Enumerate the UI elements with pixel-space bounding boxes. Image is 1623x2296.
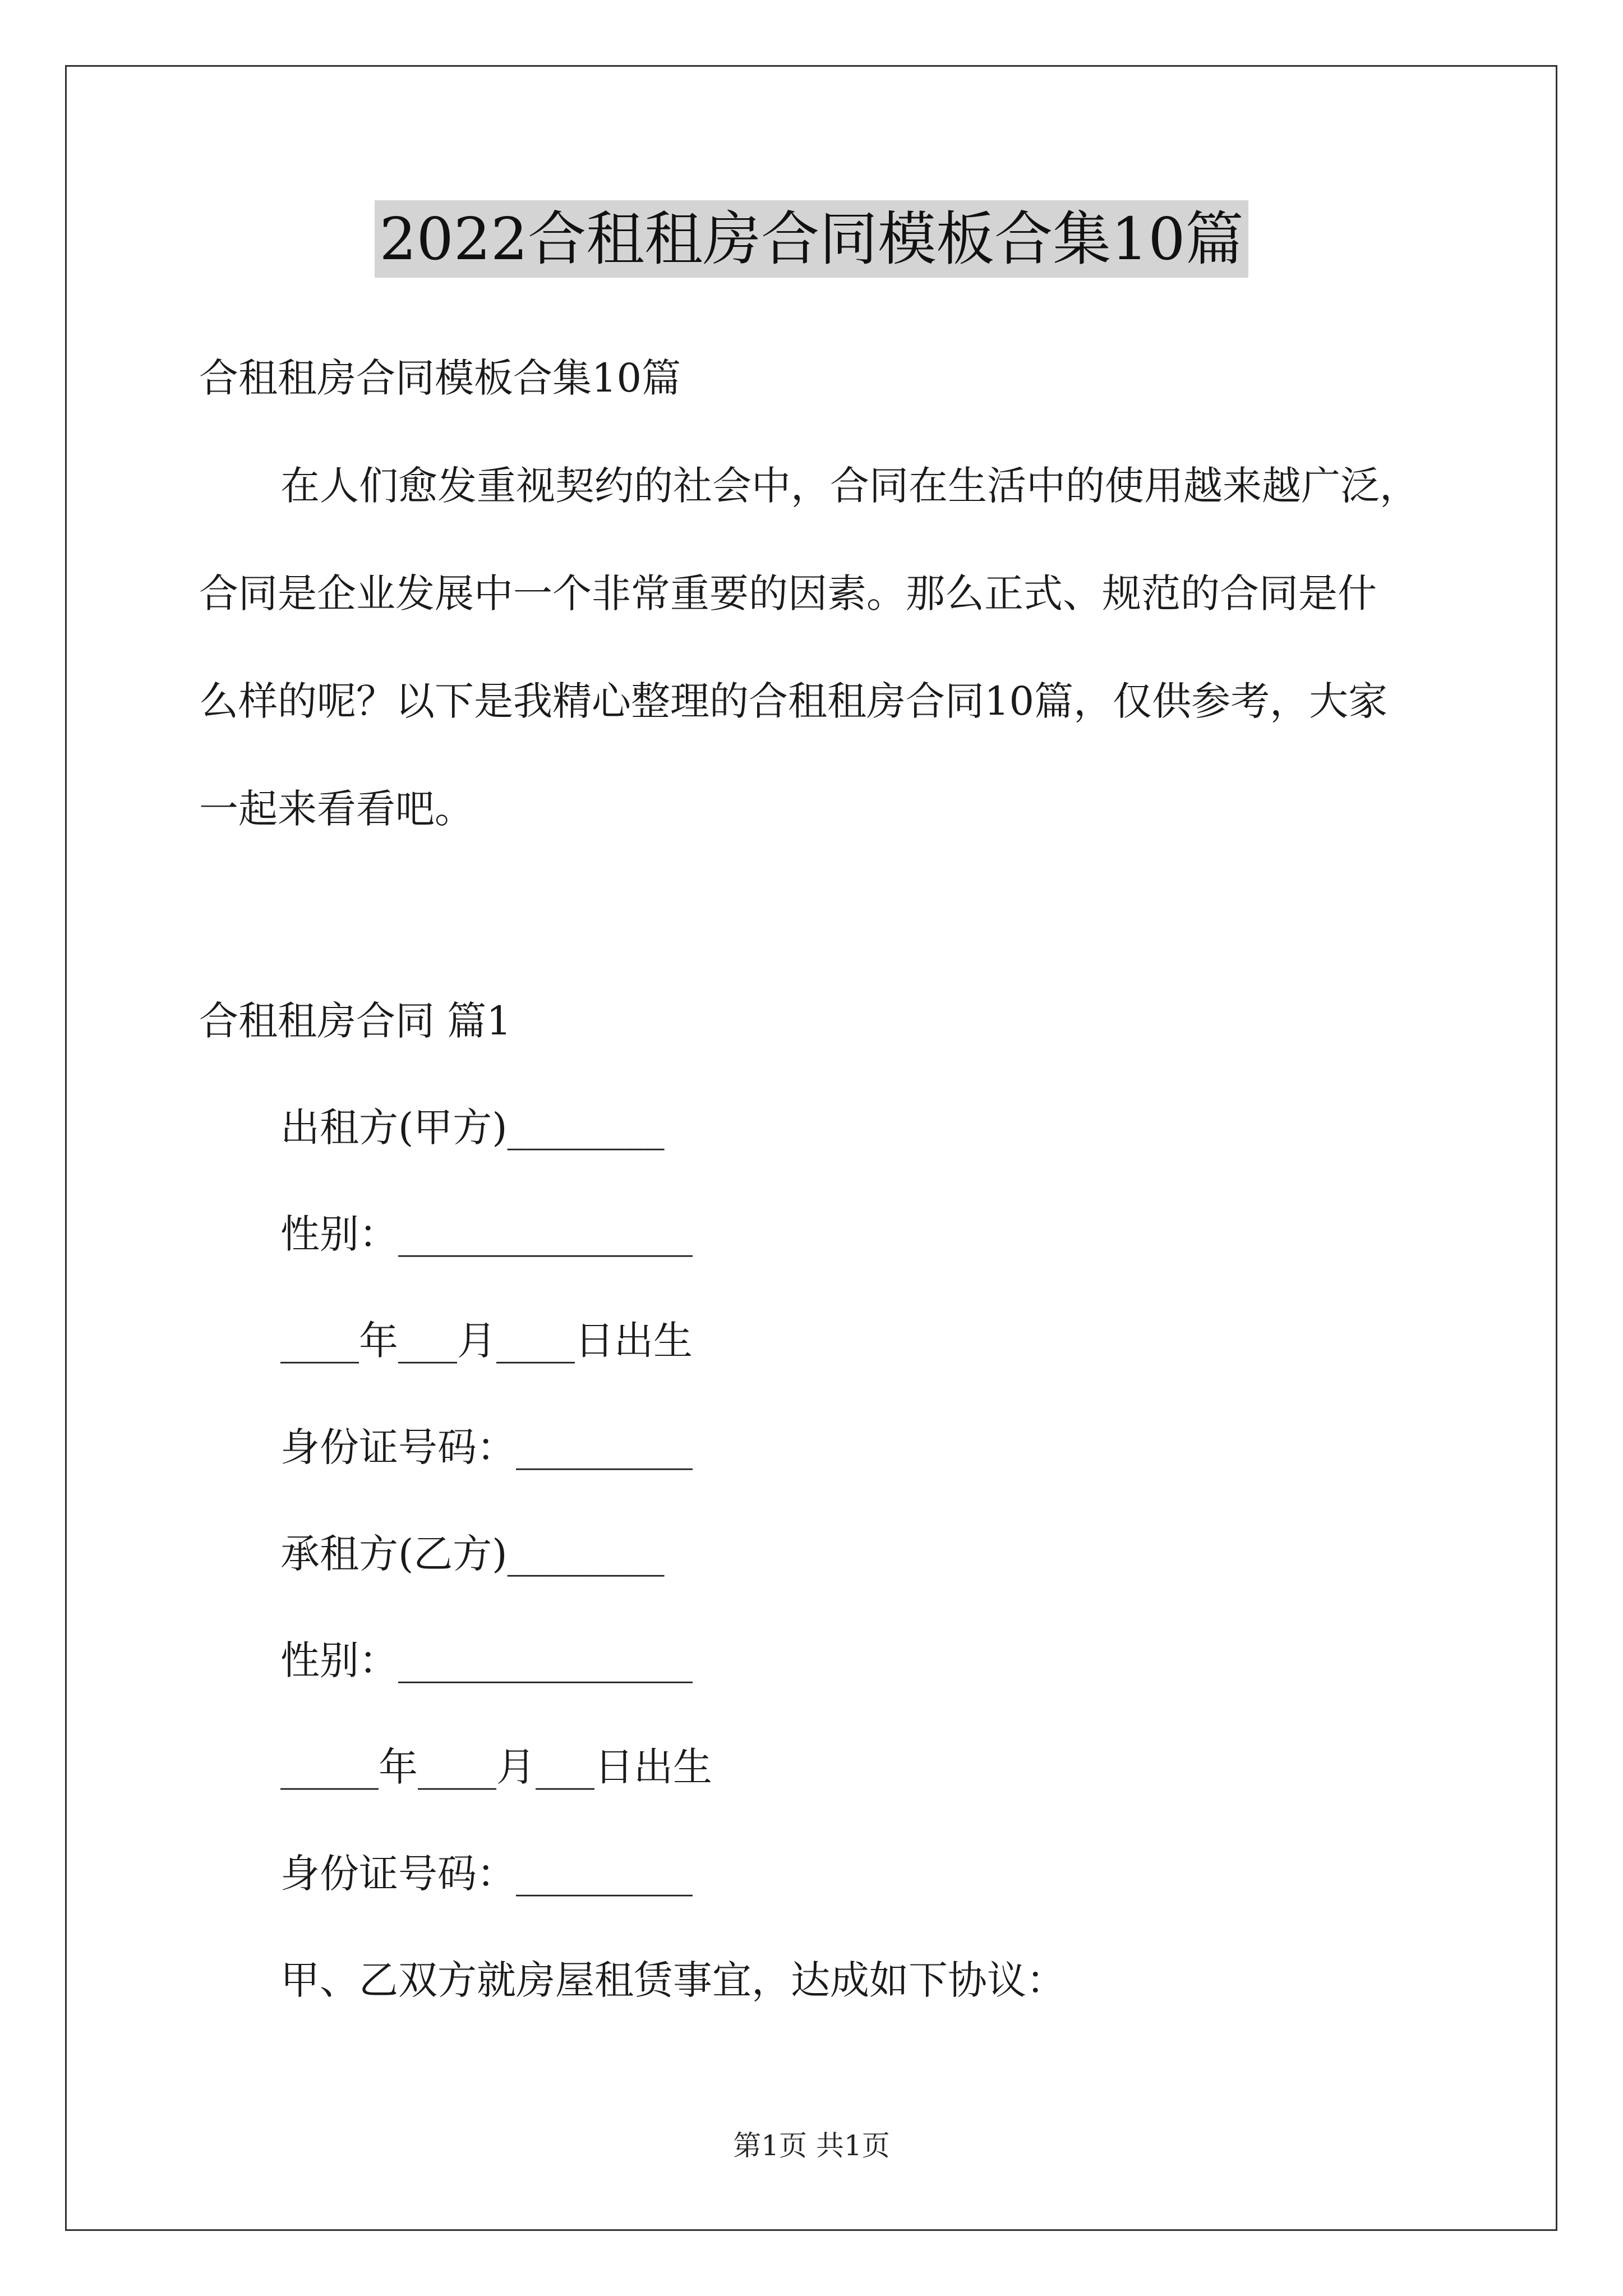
title-area bbox=[0, 200, 1623, 278]
field-lessee-name: 承租方(乙方)________ bbox=[280, 1531, 665, 1577]
field-lessor-birthdate: ____年___月____日出生 bbox=[280, 1318, 693, 1364]
document-subtitle: 合租租房合同模板合集10篇 bbox=[199, 355, 681, 401]
intro-line-2: 合同是企业发展中一个非常重要的因素。那么正式、规范的合同是什 bbox=[199, 570, 1377, 616]
agreement-statement: 甲、乙双方就房屋租赁事宜，达成如下协议： bbox=[280, 1957, 1066, 2003]
field-lessor-name: 出租方(甲方)________ bbox=[280, 1105, 665, 1151]
intro-line-3: 么样的呢？以下是我精心整理的合租租房合同10篇，仅供参考，大家 bbox=[199, 678, 1388, 724]
field-lessor-gender: 性别：_______________ bbox=[280, 1211, 693, 1257]
intro-line-4: 一起来看看吧。 bbox=[199, 786, 474, 832]
field-lessee-gender: 性别：_______________ bbox=[280, 1637, 693, 1683]
field-lessee-id-number: 身份证号码：_________ bbox=[280, 1851, 693, 1897]
section-heading: 合租租房合同 篇1 bbox=[199, 998, 511, 1044]
document-title: 2022合租租房合同模板合集10篇 bbox=[375, 200, 1248, 278]
page-footer: 第1页 共1页 bbox=[733, 2129, 890, 2162]
field-lessor-id-number: 身份证号码：_________ bbox=[280, 1424, 693, 1470]
field-lessee-birthdate: _____年____月___日出生 bbox=[280, 1744, 712, 1790]
intro-line-1: 在人们愈发重视契约的社会中，合同在生活中的使用越来越广泛， bbox=[280, 463, 1419, 509]
